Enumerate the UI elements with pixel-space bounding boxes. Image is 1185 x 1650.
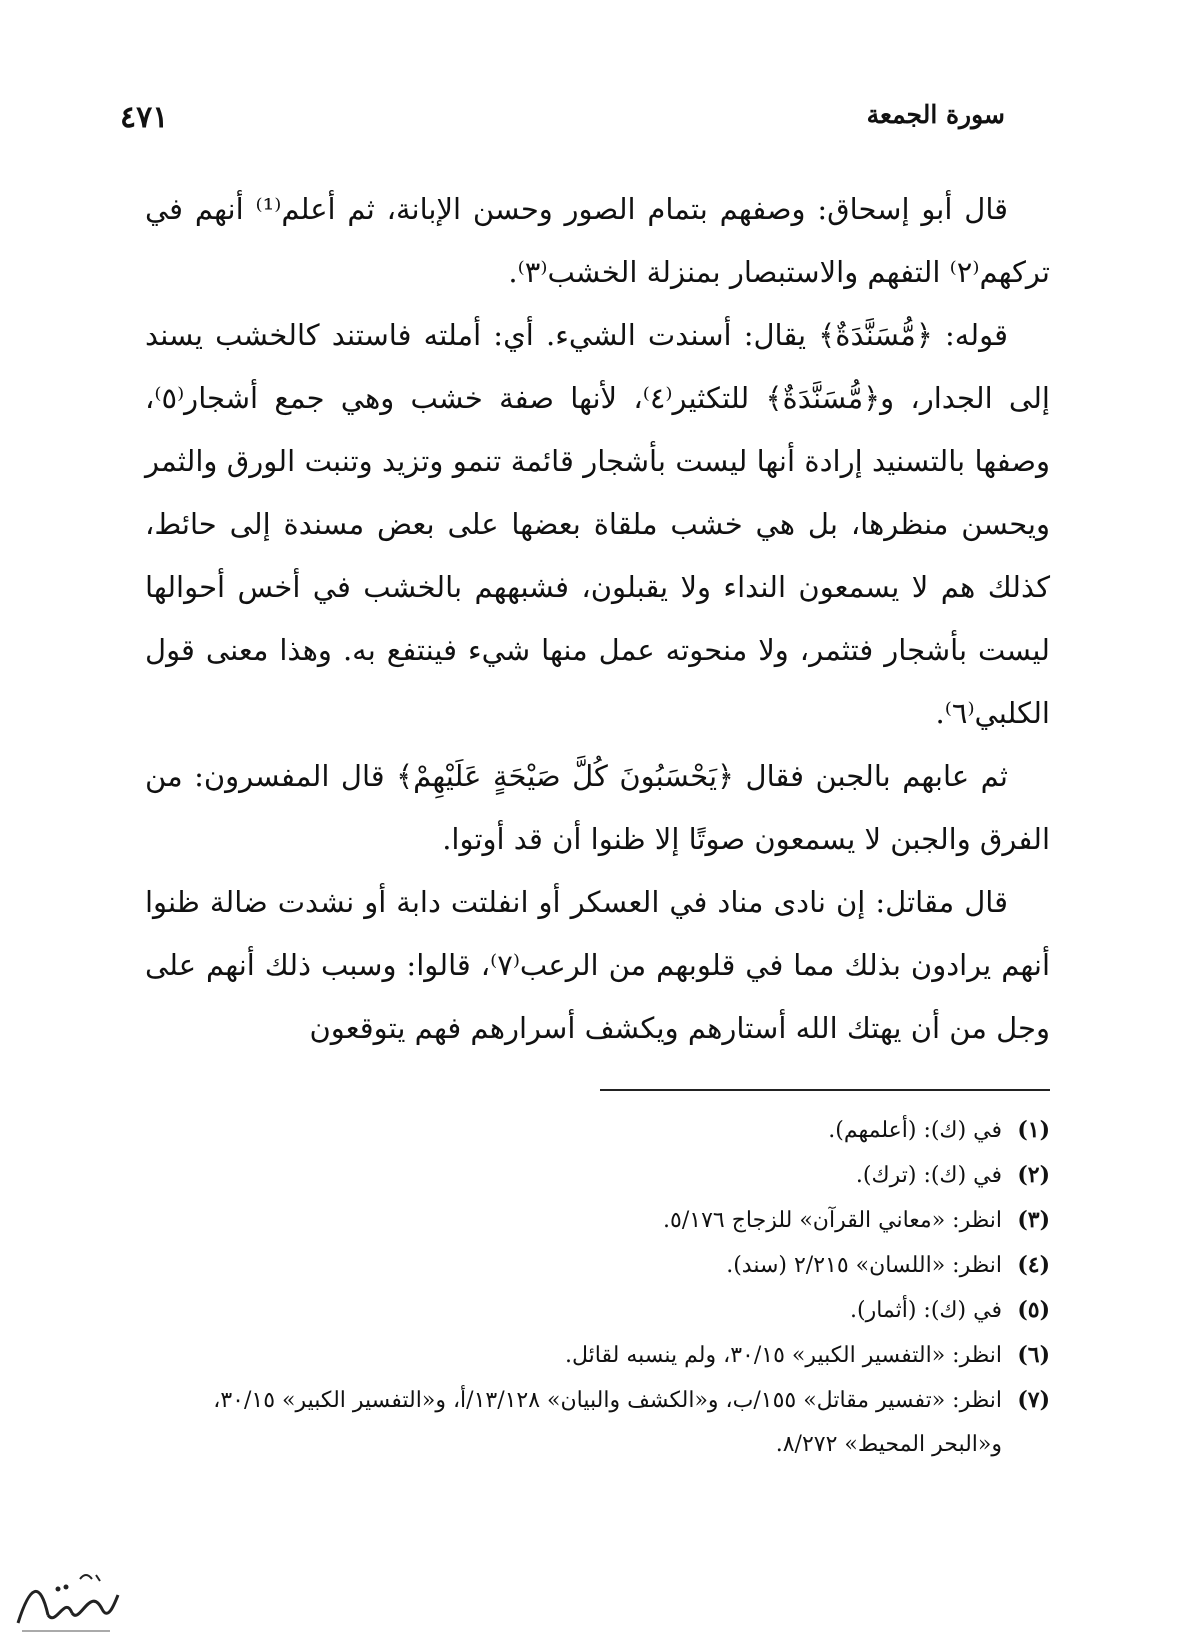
paragraph: قال أبو إسحاق: وصفهم بتمام الصور وحسن الإبانة، ثم أعلم⁽¹⁾ أنهم في تركهم⁽٢⁾ التفهم والاستبصار بمنزلة الخشب⁽٣⁾. [145,192,1050,289]
footnote [140,1378,1050,1467]
almostahmal-logo-icon [10,1565,125,1640]
footnote-number: (٧) [1017,1387,1050,1413]
paragraph: قال مقاتل: إن نادى مناد في العسكر أو انفلتت دابة أو نشدت ضالة ظنوا أنهم يرادون بذلك مما في قلوبهم من الرعب⁽٧⁾، قالوا: وسبب ذلك أنهم على وجل من أن يهتك الله أستارهم ويكشف أسرارهم فهم يتوقعون [145,885,1051,1045]
footnote [140,1108,1050,1153]
footnote [140,1153,1050,1198]
footnote-number: (٣) [1017,1207,1050,1233]
chapter-title: سورة الجمعة [866,100,1005,129]
footnote-text: انظر: «التفسير الكبير» ٣٠/١٥، ولم ينسبه لقائل. [565,1343,1002,1368]
footnote-text: انظر: «معاني القرآن» للزجاج ٥/١٧٦. [663,1208,1002,1233]
page-number: ٤٧١ [120,100,169,135]
footnote-text: في (ك): (أثمار). [850,1298,1002,1323]
main-text [145,178,1050,1060]
footnote-number: (٥) [1017,1297,1050,1323]
footnote-text: انظر: «تفسير مقاتل» ١٥٥/ب، و«الكشف والبيان» ١٣/١٢٨/أ، و«التفسير الكبير» ٣٠/١٥، و«البحر المحيط» ٨/٢٧٢. [213,1388,1002,1457]
footnote-number: (٤) [1017,1252,1050,1278]
page-header [120,100,1005,140]
paragraph: قوله: ﴿مُّسَنَّدَةٌ﴾ يقال: أسندت الشيء. أي: أملته فاستند كالخشب يسند إلى الجدار، و﴿مُّسَنَّدَةٌ﴾ للتكثير⁽٤⁾، لأنها صفة خشب وهي جمع أشجار⁽٥⁾، وصفها بالتسنيد إرادة أنها ليست بأشجار قائمة تنمو وتزيد وتنبت الورق والثمر ويحسن منظرها، بل هي خشب ملقاة بعضها على بعض مسندة إلى حائط، كذلك هم لا يسمعون النداء ولا يقبلون، فشبههم بالخشب في أخس أحوالها ليست بأشجار فتثمر، ولا منحوته عمل منها شيء فينتفع به. وهذا معنى قول الكلبي⁽٦⁾. [145,318,1050,730]
footnotes [140,1108,1050,1467]
footnote-number: (٦) [1017,1342,1050,1368]
footnote-divider [600,1089,1050,1091]
footnote [140,1333,1050,1378]
footnote [140,1288,1050,1333]
footnote [140,1243,1050,1288]
footnote-number: (٢) [1017,1162,1050,1188]
footnote-text: انظر: «اللسان» ٢/٢١٥ (سند). [726,1253,1002,1278]
footnote-text: في (ك): (أعلمهم). [828,1118,1002,1143]
paragraph: ثم عابهم بالجبن فقال ﴿يَحْسَبُونَ كُلَّ صَيْحَةٍ عَلَيْهِمْ﴾ قال المفسرون: من الفرق والجبن لا يسمعون صوتًا إلا ظنوا أن قد أوتوا. [145,759,1050,856]
footnote-number: (١) [1017,1117,1050,1143]
footnote [140,1198,1050,1243]
logo-graphic [10,1565,125,1640]
footnote-text: في (ك): (ترك). [855,1163,1002,1188]
